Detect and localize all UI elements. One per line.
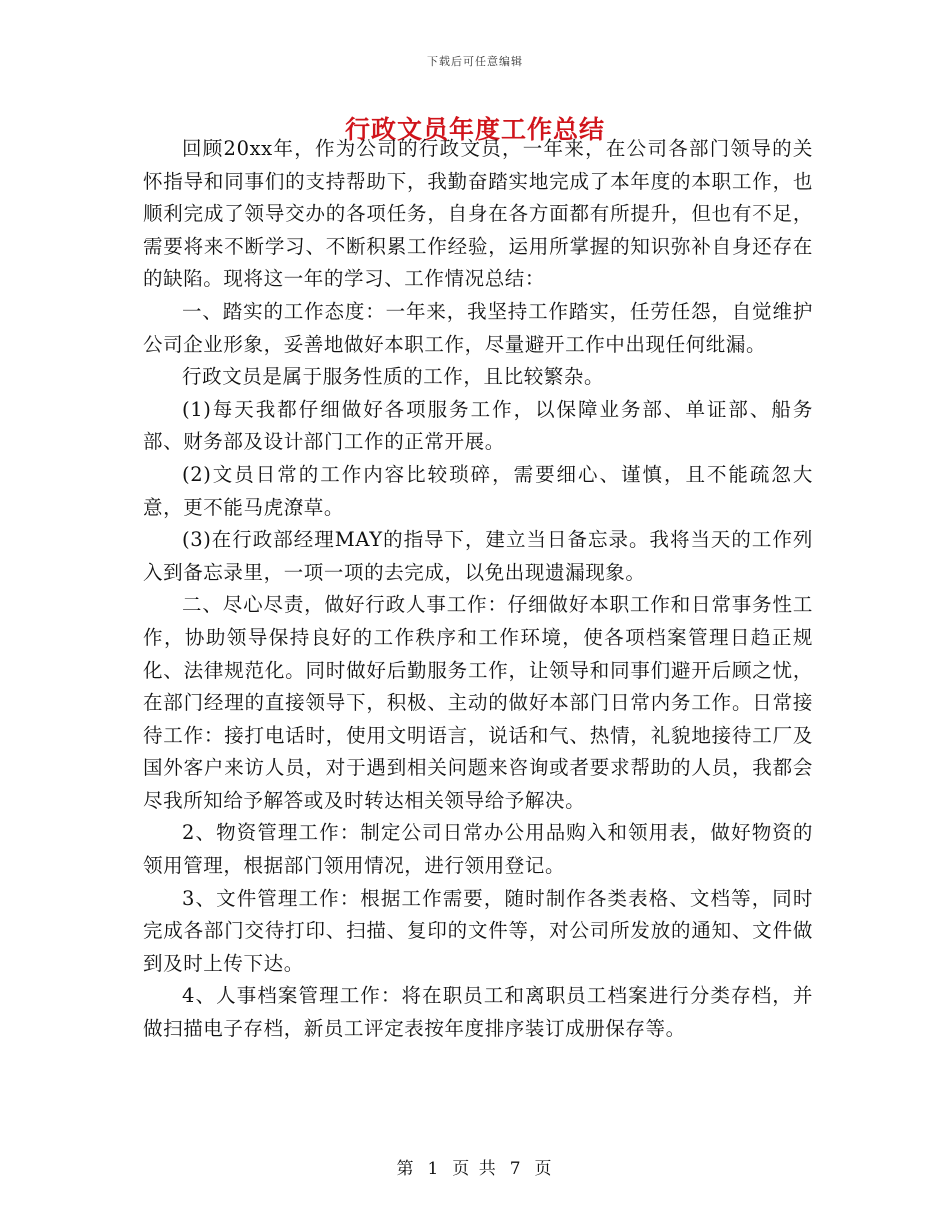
paragraph-item-2: (2)文员日常的工作内容比较琐碎，需要细心、谨慎，且不能疏忽大意，更不能马虎潦草。 — [143, 462, 813, 519]
page-total: 7 — [509, 1159, 523, 1179]
page-mid: 页 共 — [452, 1159, 498, 1179]
paragraph-intro: 回顾20xx年，作为公司的行政文员，一年来，在公司各部门领导的关怀指导和同事们的支持帮助下，我勤奋踏实地完成了本年度的本职工作，也顺利完成了领导交办的各项任务，自身在各方面都有所提升，但也有不足，需要将来不断学习、不断积累工作经验，运用所掌握的知识弥补自身还存在的缺陷。现将这一年的学习、工作情况总结： — [143, 137, 813, 291]
page-current: 1 — [427, 1159, 441, 1179]
paragraph-service-nature: 行政文员是属于服务性质的工作，且比较繁杂。 — [182, 365, 605, 389]
paragraph-item-3: (3)在行政部经理MAY的指导下，建立当日备忘录。我将当天的工作列入到备忘录里，一项一项的去完成，以免出现遗漏现象。 — [143, 528, 813, 584]
paragraph-personnel-archive: 4、人事档案管理工作：将在职员工和离职员工档案进行分类存档，并做扫描电子存档，新员工评定表按年度排序装订成册保存等。 — [143, 984, 813, 1041]
paragraph-work-attitude: 一、踏实的工作态度：一年来，我坚持工作踏实，任劳任怨，自觉维护公司企业形象，妥善地做好本职工作，尽量避开工作中出现任何纰漏。 — [143, 299, 813, 356]
header-note: 下载后可任意编辑 — [427, 55, 523, 68]
document-body — [143, 133, 813, 1046]
page-prefix: 第 — [396, 1159, 416, 1179]
page-footer — [0, 1154, 950, 1179]
paragraph-item-1: (1)每天我都仔细做好各项服务工作，以保障业务部、单证部、船务部、财务部及设计部门工作的正常开展。 — [143, 397, 813, 454]
paragraph-files: 3、文件管理工作：根据工作需要，随时制作各类表格、文档等，同时完成各部门交待打印、扫描、复印的文件等，对公司所发放的通知、文件做到及时上传下达。 — [143, 886, 813, 975]
document-title: 行政文员年度工作总结 — [344, 115, 605, 144]
paragraph-admin-hr: 二、尽心尽责，做好行政人事工作：仔细做好本职工作和日常事务性工作，协助领导保持良好的工作秩序和工作环境，使各项档案管理日趋正规化、法律规范化。同时做好后勤服务工作，让领导和同事们避开后顾之忧，在部门经理的直接领导下，积极、主动的做好本部门日常内务工作。日常接待工作：接打电话时，使用文明语言，说话和气、热情，礼貌地接待工厂及国外客户来访人员，对于遇到相关问题来咨询或者要求帮助的人员，我都会尽我所知给予解答或及时转达相关领导给予解决。 — [143, 593, 813, 812]
page-suffix: 页 — [534, 1159, 554, 1179]
paragraph-materials: 2、物资管理工作：制定公司日常办公用品购入和领用表，做好物资的领用管理，根据部门领用情况，进行领用登记。 — [143, 821, 813, 878]
